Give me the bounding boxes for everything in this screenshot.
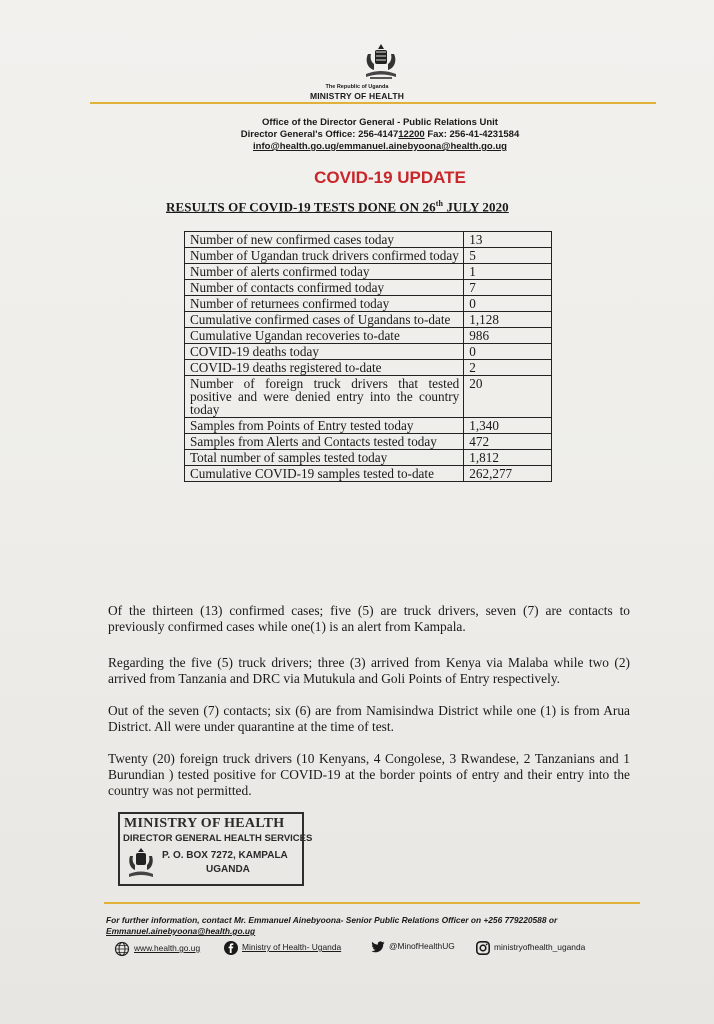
table-row [185, 434, 552, 450]
stamp-line-director: DIRECTOR GENERAL HEALTH SERVICES [123, 833, 313, 844]
row-value: 986 [464, 328, 552, 344]
table-row [185, 328, 552, 344]
results-sup: th [435, 199, 444, 208]
phone-prefix: Director General's Office: 256-4147 [240, 129, 399, 140]
row-value: 1,128 [464, 312, 552, 328]
table-row [185, 344, 552, 360]
row-label: Number of Ugandan truck drivers confirmed today [185, 248, 464, 264]
facebook-icon [224, 941, 238, 955]
table-row [185, 418, 552, 434]
row-label: Number of new confirmed cases today [185, 232, 464, 248]
row-value: 262,277 [464, 466, 552, 482]
instagram-handle[interactable]: ministryofhealth_uganda [494, 942, 586, 953]
row-value: 7 [464, 280, 552, 296]
row-label: Cumulative Ugandan recoveries to-date [185, 328, 464, 344]
email-links[interactable]: info@health.go.ug/emmanuel.ainebyoona@health.go.ug [253, 141, 507, 152]
row-label: Number of alerts confirmed today [185, 264, 464, 280]
row-value: 1,812 [464, 450, 552, 466]
table-row [185, 376, 552, 418]
row-value: 0 [464, 296, 552, 312]
row-label: COVID-19 deaths registered to-date [185, 360, 464, 376]
website-link[interactable]: www.health.go.ug [134, 943, 201, 954]
phone-fax-line [0, 129, 714, 141]
table-row [185, 232, 552, 248]
row-label: Cumulative COVID-19 samples tested to-date [185, 466, 464, 482]
republic-label: The Republic of Uganda [325, 84, 389, 90]
row-value: 472 [464, 434, 552, 450]
header-divider [90, 102, 656, 104]
row-value: 5 [464, 248, 552, 264]
table-row [185, 264, 552, 280]
website-item[interactable] [114, 941, 200, 957]
table-row [185, 280, 552, 296]
paragraph-contacts: Out of the seven (7) contacts; six (6) are from Namisindwa District while one (1) is from Arua District. All were under quarantine at the time of test. [108, 703, 630, 734]
instagram-item[interactable] [476, 941, 585, 955]
paragraph-foreign-drivers: Twenty (20) foreign truck drivers (10 Kenyans, 4 Congolese, 3 Rwandese, 2 Tanzanians and 1 Burundian ) tested positive for COVID-19 at the border points of entry and their entry into the country was not permitted. [108, 751, 630, 798]
office-line: Office of the Director General - Public Relations Unit [262, 117, 498, 128]
results-suffix: JULY 2020 [443, 199, 509, 215]
instagram-icon [476, 941, 490, 955]
ministry-heading: MINISTRY OF HEALTH [309, 91, 405, 101]
facebook-link[interactable]: Ministry of Health- Uganda [242, 942, 342, 953]
stamp-coat-of-arms-icon [126, 846, 156, 880]
paragraph-truck-drivers: Regarding the five (5) truck drivers; three (3) arrived from Kenya via Malaba while two (2) arrived from Tanzania and DRC via Mutukula and Goli Points of Entry respectively. [108, 655, 630, 686]
results-table [184, 231, 552, 482]
page-title: COVID-19 UPDATE [314, 168, 466, 187]
table-row [185, 248, 552, 264]
row-value: 13 [464, 232, 552, 248]
twitter-icon [371, 941, 385, 953]
row-label: Samples from Alerts and Contacts tested today [185, 434, 464, 450]
stamp-line-ministry: MINISTRY OF HEALTH [124, 816, 285, 831]
contact-text: For further information, contact Mr. Emmanuel Ainebyoona- Senior Public Relations Officer on +256 779220588 or [106, 915, 558, 925]
row-label: Total number of samples tested today [185, 450, 464, 466]
row-label: Number of foreign truck drivers that tested positive and were denied entry into the country today [185, 376, 464, 418]
row-label: Samples from Points of Entry tested today [185, 418, 464, 434]
row-label: COVID-19 deaths today [185, 344, 464, 360]
official-stamp [118, 812, 313, 886]
row-value: 20 [464, 376, 552, 418]
globe-icon [114, 941, 130, 957]
footer-contact [106, 915, 646, 937]
row-value: 0 [464, 344, 552, 360]
footer-divider [104, 902, 640, 904]
table-row [185, 312, 552, 328]
table-row [185, 360, 552, 376]
row-label: Number of contacts confirmed today [185, 280, 464, 296]
row-value: 2 [464, 360, 552, 376]
row-label: Cumulative confirmed cases of Ugandans to-date [185, 312, 464, 328]
office-block [0, 117, 714, 153]
stamp-line-country: UGANDA [206, 864, 250, 875]
table-row [185, 296, 552, 312]
results-heading [166, 199, 509, 215]
row-value: 1,340 [464, 418, 552, 434]
stamp-line-pobox: P. O. BOX 7272, KAMPALA [162, 850, 288, 861]
phone-underlined: 12200 [398, 129, 425, 140]
fax-text: Fax: 256-41-4231584 [424, 129, 520, 140]
twitter-item[interactable] [371, 941, 455, 953]
facebook-item[interactable] [224, 941, 341, 955]
table-row [185, 466, 552, 482]
results-table-body [185, 232, 552, 482]
row-value: 1 [464, 264, 552, 280]
paragraph-cases: Of the thirteen (13) confirmed cases; five (5) are truck drivers, seven (7) are contacts to previously confirmed cases while one(1) is an alert from Kampala. [108, 603, 630, 634]
table-row [185, 450, 552, 466]
contact-email-link[interactable]: Emmanuel.ainebyoona@health.go.ug [106, 926, 256, 936]
row-label: Number of returnees confirmed today [185, 296, 464, 312]
coat-of-arms-logo [362, 42, 400, 82]
twitter-handle[interactable]: @MinofHealthUG [389, 941, 455, 952]
results-prefix: RESULTS OF COVID-19 TESTS DONE ON 26 [166, 199, 436, 215]
